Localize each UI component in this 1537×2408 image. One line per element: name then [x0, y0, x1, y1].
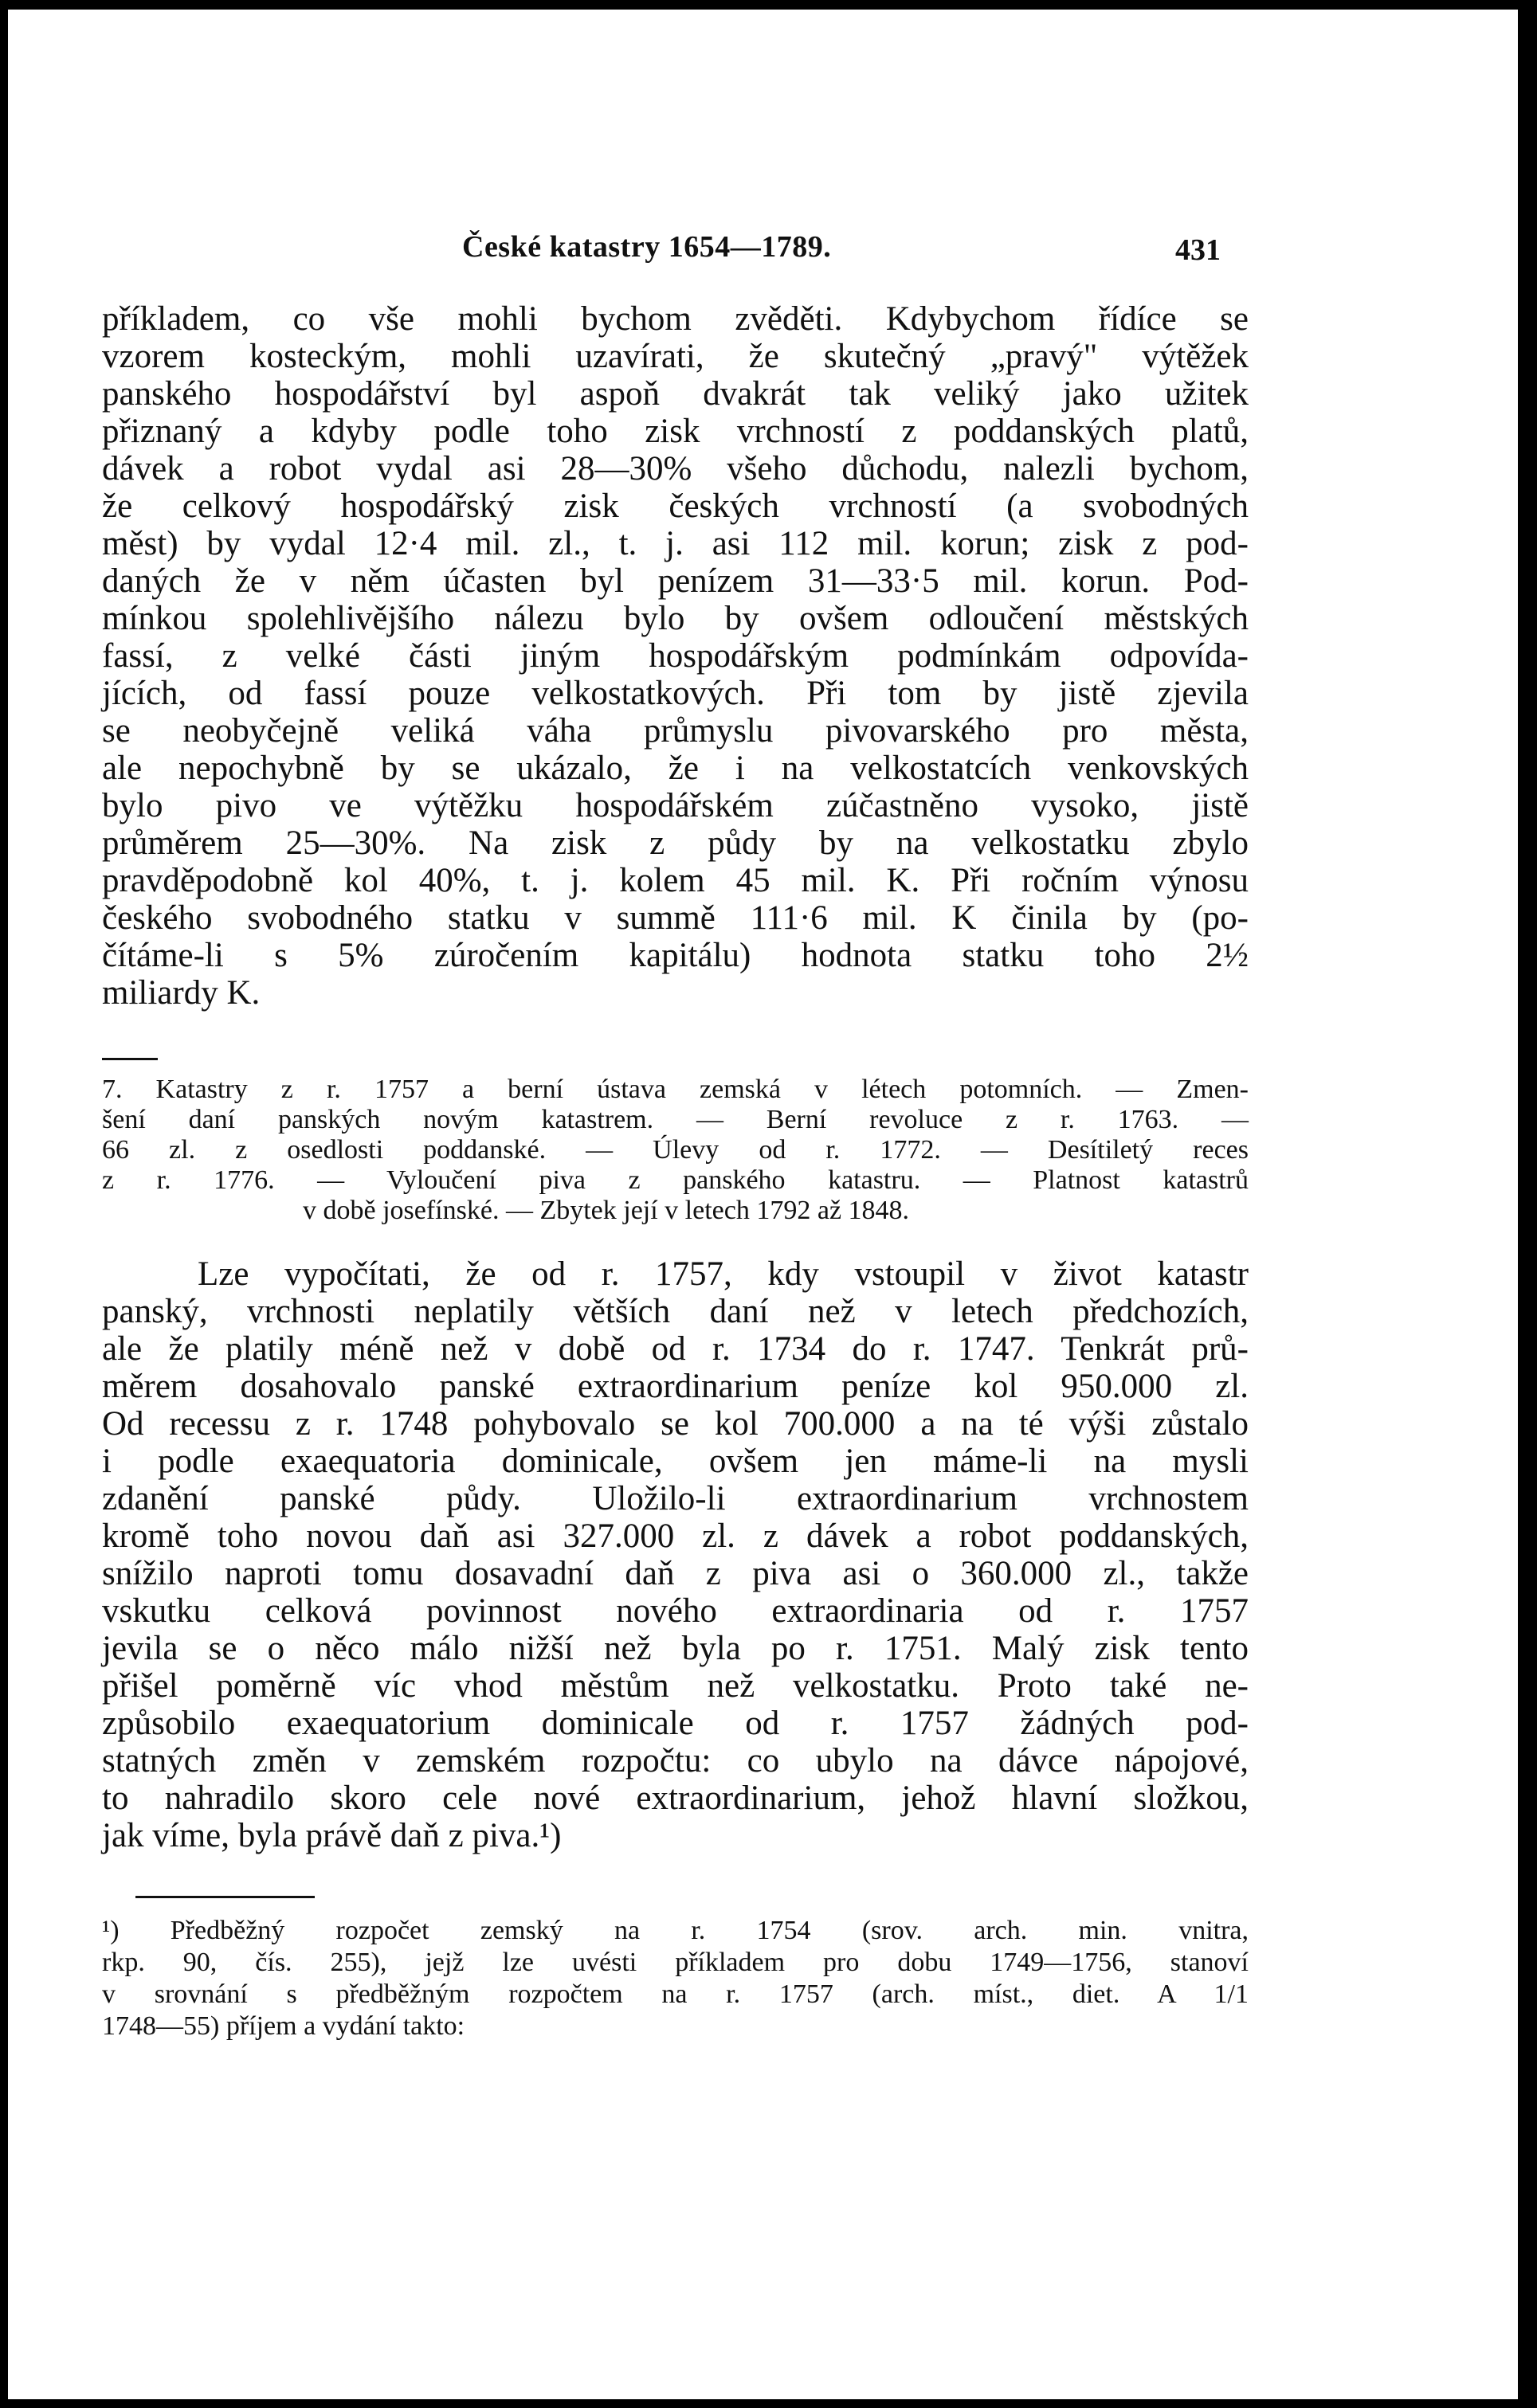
text-line: že celkový hospodářský zisk českých vrchností (a svobodných — [102, 487, 1249, 525]
text-line: přiznaný a kdyby podle toho zisk vrchností z poddanských platů, — [102, 413, 1249, 450]
text-line: příkladem, co vše mohli bychom zvěděti. Kdybychom řídíce se — [102, 300, 1249, 338]
text-line: měrem dosahovalo panské extraordinarium peníze kol 950.000 zl. — [102, 1368, 1249, 1405]
text-line: pravděpodobně kol 40%, t. j. kolem 45 mil. K. Při ročním výnosu — [102, 862, 1249, 899]
text-line: způsobilo exaequatorium dominicale od r. 1757 žádných pod- — [102, 1705, 1249, 1742]
footnote-line: 66 zl. z osedlosti poddanské. — Úlevy od r. 1772. — Desítiletý reces — [102, 1135, 1249, 1165]
text-line: ale nepochybně by se ukázalo, že i na velkostatcích venkovských — [102, 750, 1249, 787]
text-line: bylo pivo ve výtěžku hospodářském zúčastněno vysoko, jistě — [102, 787, 1249, 824]
text-line: i podle exaequatoria dominicale, ovšem jen máme-li na mysli — [102, 1443, 1249, 1480]
text-line: to nahradilo skoro cele nové extraordinarium, jehož hlavní složkou, — [102, 1780, 1249, 1817]
text-line: miliardy K. — [102, 974, 261, 1012]
text-line: panského hospodářství byl aspoň dvakrát tak veliký jako užitek — [102, 375, 1249, 413]
text-line: panský, vrchnosti neplatily větších daní než v letech předchozích, — [102, 1293, 1249, 1330]
text-line: fassí, z velké části jiným hospodářským podmínkám odpovída- — [102, 637, 1249, 675]
footnote-line: rkp. 90, čís. 255), jejž lze uvésti příkladem pro dobu 1749—1756, stanoví — [102, 1948, 1249, 1977]
text-line: Lze vypočítati, že od r. 1757, kdy vstoupil v život katastr — [198, 1255, 1249, 1293]
text-line: českého svobodného statku v summě 111·6 mil. K činila by (po- — [102, 899, 1249, 937]
text-line: se neobyčejně veliká váha průmyslu pivovarského pro města, — [102, 712, 1249, 750]
text-line: zdanění panské půdy. Uložilo-li extraordinarium vrchnostem — [102, 1480, 1249, 1517]
document-page — [8, 10, 1518, 2399]
text-line: daných že v něm účasten byl penízem 31—33·5 mil. korun. Pod- — [102, 562, 1249, 600]
footnote-line: šení daní panských novým katastrem. — Berní revoluce z r. 1763. — — [102, 1105, 1249, 1134]
text-line: snížilo naproti tomu dosavadní daň z piva asi o 360.000 zl., takže — [102, 1555, 1249, 1592]
text-line: dávek a robot vydal asi 28—30% všeho důchodu, nalezli bychom, — [102, 450, 1249, 487]
text-line: vskutku celková povinnost nového extraordinaria od r. 1757 — [102, 1592, 1249, 1630]
text-line: Od recessu z r. 1748 pohybovalo se kol 700.000 a na té výši zůstalo — [102, 1405, 1249, 1443]
footnote-line: z r. 1776. — Vyloučení piva z panského katastru. — Platnost katastrů — [102, 1165, 1249, 1195]
text-line: měst) by vydal 12·4 mil. zl., t. j. asi 112 mil. korun; zisk z pod- — [102, 525, 1249, 562]
text-line: přišel poměrně víc vhod městům než velkostatku. Proto také ne- — [102, 1667, 1249, 1705]
text-line: ale že platily méně než v době od r. 1734 do r. 1747. Tenkrát prů- — [102, 1330, 1249, 1368]
text-line: vzorem kosteckým, mohli uzavírati, že skutečný „pravý" výtěžek — [102, 338, 1249, 375]
text-line: čítáme-li s 5% zúročením kapitálu) hodnota statku toho 2½ — [102, 937, 1249, 974]
footnote-line: 7. Katastry z r. 1757 a berní ústava zemská v létech potomních. — Zmen- — [102, 1075, 1249, 1104]
page-number: 431 — [1175, 233, 1221, 267]
text-line: kromě toho novou daň asi 327.000 zl. z dávek a robot poddanských, — [102, 1517, 1249, 1555]
footnote-line: ¹) Předběžný rozpočet zemský na r. 1754 (srov. arch. min. vnitra, — [102, 1916, 1249, 1945]
text-line: statných změn v zemském rozpočtu: co ubylo na dávce nápojové, — [102, 1742, 1249, 1780]
running-title: České katastry 1654—1789. — [462, 230, 832, 264]
footnote-rule — [135, 1896, 315, 1898]
text-line: průměrem 25—30%. Na zisk z půdy by na velkostatku zbylo — [102, 824, 1249, 862]
footnote-line: 1748—55) příjem a vydání takto: — [102, 2011, 465, 2041]
text-line: jících, od fassí pouze velkostatkových. Při tom by jistě zjevila — [102, 675, 1249, 712]
footnote-line: v srovnání s předběžným rozpočtem na r. 1757 (arch. míst., diet. A 1/1 — [102, 1979, 1249, 2009]
footnote-rule — [102, 1058, 158, 1060]
text-line: jevila se o něco málo nižší než byla po r. 1751. Malý zisk tento — [102, 1630, 1249, 1667]
text-line: jak víme, byla právě daň z piva.¹) — [102, 1817, 562, 1854]
footnote-line: v době josefínské. — Zbytek její v letech 1792 až 1848. — [303, 1196, 910, 1225]
text-line: mínkou spolehlivějšího nálezu bylo by ovšem odloučení městských — [102, 600, 1249, 637]
